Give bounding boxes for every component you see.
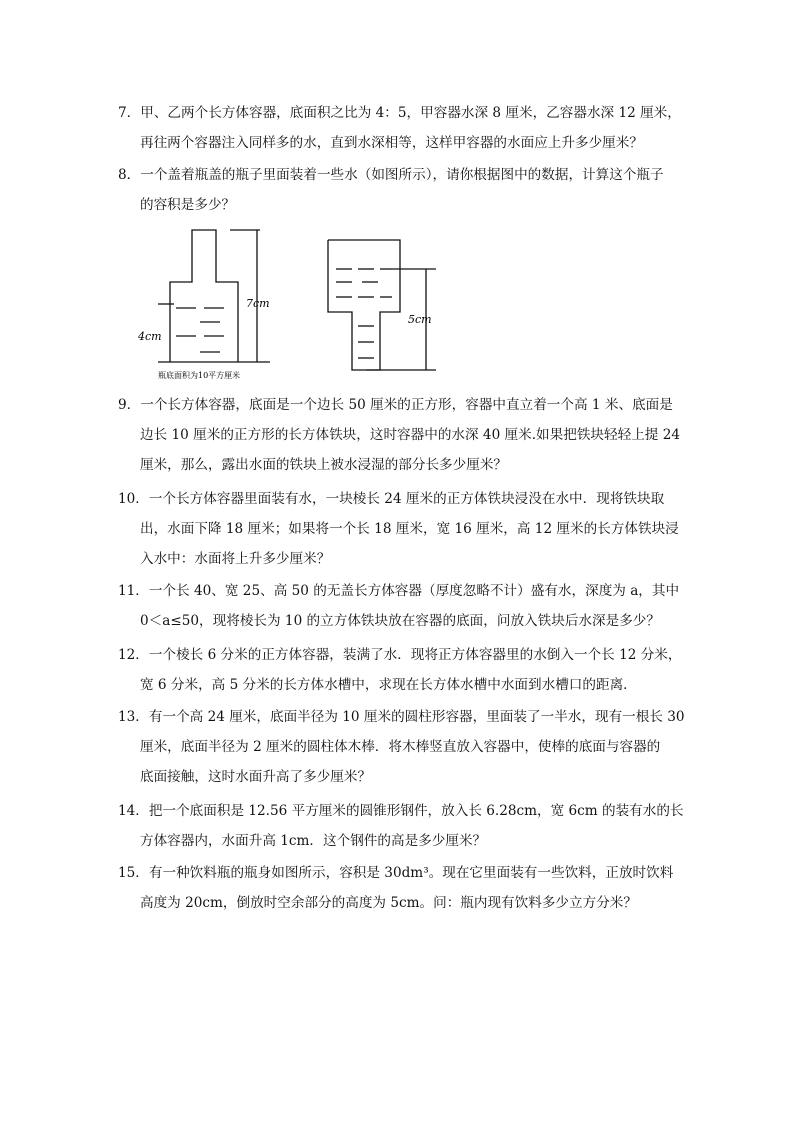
problem-8-line-2: 的容积是多少？ bbox=[140, 197, 236, 213]
problem-14-line-2: 方体容器内，水面升高 1cm．这个钢件的高是多少厘米？ bbox=[140, 833, 487, 849]
problem-14-line-1: 14．把一个底面积是 12.56 平方厘米的圆锥形钢件，放入长 6.28cm，宽 6cm 的装有水的长 bbox=[118, 803, 684, 819]
problem-9-line-2: 边长 10 厘米的正方形的长方体铁块，这时容器中的水深 40 厘米.如果把铁块轻轻上提 24 bbox=[140, 427, 681, 443]
problem-8 bbox=[118, 160, 678, 220]
problem-13 bbox=[118, 702, 685, 792]
problem-9 bbox=[118, 390, 681, 480]
problem-15-line-1: 15．有一种饮料瓶的瓶身如图所示，容积是 30dm³。现在它里面装有一些饮料，正放时饮料 bbox=[118, 865, 674, 881]
bottle-figure bbox=[130, 222, 450, 382]
problem-13-line-3: 底面接触，这时水面升高了多少厘米？ bbox=[140, 769, 372, 785]
problem-10 bbox=[118, 484, 678, 574]
problem-14 bbox=[118, 796, 684, 856]
problem-10-line-3: 入水中：水面将上升多少厘米？ bbox=[140, 551, 331, 567]
problem-7 bbox=[118, 98, 681, 158]
problem-11 bbox=[118, 576, 678, 636]
problem-10-line-1: 10．一个长方体容器里面装有水，一块棱长 24 厘米的正方体铁块浸没在水中．现将铁块取 bbox=[118, 491, 665, 507]
problem-15 bbox=[118, 858, 678, 918]
upright-bottle bbox=[158, 230, 270, 362]
problem-15-line-2: 高度为 20cm，倒放时空余部分的高度为 5cm。问：瓶内现有饮料多少立方分米？ bbox=[140, 895, 637, 911]
problem-12-line-2: 宽 6 分米，高 5 分米的长方体水槽中，求现在长方体水槽中水面到水槽口的距离． bbox=[140, 677, 637, 693]
label-7cm: 7cm bbox=[246, 297, 270, 310]
problem-11-line-2: 0＜a≤50，现将棱长为 10 的立方体铁块放在容器的底面，问放入铁块后水深是多少？ bbox=[140, 613, 660, 629]
problem-9-line-1: 9．一个长方体容器，底面是一个边长 50 厘米的正方形，容器中直立着一个高 1 米、底面是 bbox=[118, 397, 673, 413]
problem-11-line-1: 11．一个长 40、宽 25、高 50 的无盖长方体容器（厚度忽略不计）盛有水，深度为 a，其中 bbox=[118, 583, 680, 599]
problem-13-line-1: 13．有一个高 24 厘米，底面半径为 10 厘米的圆柱形容器，里面装了一半水，现有一根长 30 bbox=[118, 709, 685, 725]
bottle-diagram bbox=[130, 222, 450, 382]
problem-13-line-2: 厘米，底面半径为 2 厘米的圆柱体木棒．将木棒竖直放入容器中，使棒的底面与容器的 bbox=[140, 739, 661, 755]
problem-9-line-3: 厘米，那么，露出水面的铁块上被水浸湿的部分长多少厘米？ bbox=[140, 457, 508, 473]
problem-12-line-1: 12．一个棱长 6 分米的正方体容器，装满了水．现将正方体容器里的水倒入一个长 12 分米， bbox=[118, 647, 682, 663]
inverted-bottle bbox=[328, 240, 436, 370]
problem-7-line-1: 7．甲、乙两个长方体容器，底面积之比为 4：5，甲容器水深 8 厘米，乙容器水深 12 厘米， bbox=[118, 105, 681, 121]
label-5cm: 5cm bbox=[408, 313, 432, 326]
label-base-area: 瓶底面积为10平方厘米 bbox=[158, 371, 241, 380]
problem-7-line-2: 再往两个容器注入同样多的水，直到水深相等，这样甲容器的水面应上升多少厘米？ bbox=[140, 135, 643, 151]
inverted-water-lines bbox=[336, 269, 392, 358]
problem-8-line-1: 8．一个盖着瓶盖的瓶子里面装着一些水（如图所示），请你根据图中的数据，计算这个瓶子 bbox=[118, 167, 664, 183]
upright-water-lines bbox=[176, 308, 224, 352]
problem-10-line-2: 出，水面下降 18 厘米；如果将一个长 18 厘米，宽 16 厘米，高 12 厘米的长方体铁块浸 bbox=[140, 521, 679, 537]
label-4cm: 4cm bbox=[138, 330, 162, 343]
problem-12 bbox=[118, 640, 682, 700]
